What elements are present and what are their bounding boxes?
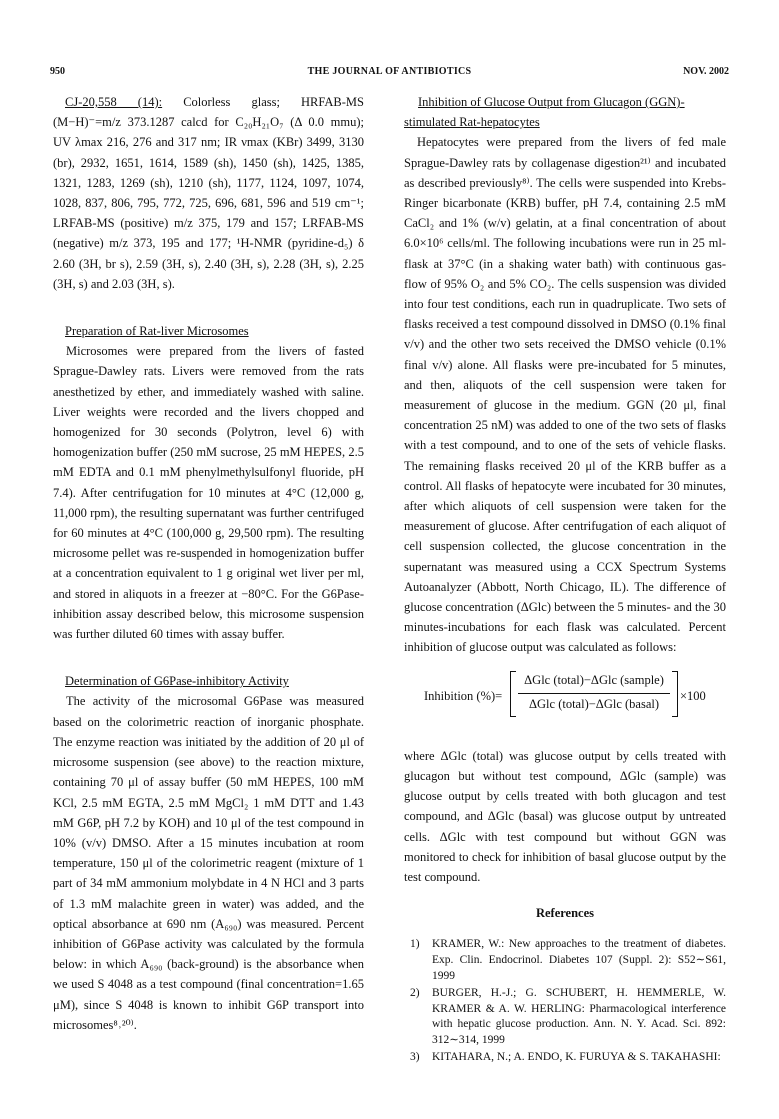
ggn-text: Hepatocytes were prepared from the livers of fed male Sprague-Dawley rats by collagenase digestion²¹⁾ and incubated as described previously⁸⁾. The cells were suspended into Krebs-Ringer bicarbonate (KRB) buffer, pH 7.4, containing 2.5 mM CaCl₂ and 1% (w/v) gelatin, at a final concentration of about 6.0×10⁶ cells/ml. The following incubations were run in 25 ml-flask at 37°C (in a shaking water bath) with continuous gas-flow of 95% O₂ and 5% CO₂. The cells suspension was divided into four test conditions, each run in quadruplicate. Two sets of flasks received a test compound dissolved in DMSO (0.1% final v/v) and the other two sets received the DMSO vehicle (0.1% final v/v) alone. All flasks were pre-incubated for 5 minutes, and then, aliquots of the cell suspension were taken for measurement of glucose in the medium. GGN (20 μl, final concentration 25 nM) was added to one of the two sets of flasks with a test compound, and to one of the sets of vehicle flasks. The remaining flasks received 20 μl of the KRB buffer as a control. All flasks of hepatocyte were incubated for 30 minutes, after which aliquots of cell suspension were taken for the measurement of glucose. After centrifugation of each aliquot of cell suspension collected, the glucose concentration in the supernatant was measured using a CCX Spectrum Systems Autoanalyzer (Abbott, North Chicago, IL). The difference of glucose concentration (ΔGlc) between the 5 minutes- and the 30 minutes-incubations for each flask was calculated. Percent inhibition of glucose output was calculated as follows: <box>404 135 726 655</box>
compound-line-4: (br), 2932, 1651, 1614, 1589 (sh), 1450 (sh), 1425, 1385, <box>53 155 364 170</box>
microsomes-heading: Preparation of Rat-liver Microsomes <box>65 324 249 339</box>
formula-lhs: Inhibition (%)= <box>424 688 503 703</box>
formula-numerator: ΔGlc (total)−ΔGlc (sample) <box>524 672 664 687</box>
reference-item <box>404 986 726 1048</box>
issue-date: NOV. 2002 <box>683 66 729 77</box>
ggn-heading-line-2: stimulated Rat-hepatocytes <box>404 115 540 130</box>
reference-text: KRAMER, W.: New approaches to the treatment of diabetes. Exp. Clin. Endocrinol. Diabetes 107 (Suppl. 2): S52∼S61, 1999 <box>432 938 726 982</box>
right-column <box>404 92 726 1068</box>
left-column <box>53 92 364 1035</box>
compound-line-3: UV λmax 216, 276 and 317 nm; IR νmax (KBr) 3499, 3130 <box>53 135 364 150</box>
formula-denominator: ΔGlc (total)−ΔGlc (basal) <box>528 696 660 711</box>
journal-title: THE JOURNAL OF ANTIBIOTICS <box>307 66 472 77</box>
running-header <box>50 66 729 80</box>
compound-line-5: 1321, 1283, 1269 (sh), 1210 (sh), 1177, 1124, 1097, 1074, <box>53 175 364 190</box>
reference-item <box>404 1050 726 1066</box>
formula-right-bracket <box>672 671 678 717</box>
compound-line-1 <box>53 92 364 112</box>
references-list <box>404 937 726 1066</box>
reference-text: KITAHARA, N.; A. ENDO, K. FURUYA & S. TAKAHASHI: <box>432 1051 721 1064</box>
ggn-heading-line-1: Inhibition of Glucose Output from Glucagon (GGN)- <box>418 95 685 109</box>
reference-number: 1) <box>410 938 420 951</box>
compound-line-6: 1028, 837, 806, 795, 772, 725, 696, 681, 596 and 519 cm⁻¹; <box>53 196 364 211</box>
formula-explanation: where ΔGlc (total) was glucose output by cells treated with glucagon but without test compound, ΔGlc (sample) was glucose output by cells treated with both glucagon and test compound, and ΔGlc (basal) was glucose output by untreated cells. ΔGlc with test compound but without GGN was monitored to check for inhibition of basal glucose output by the test compound. <box>404 748 726 884</box>
reference-item <box>404 937 726 984</box>
compound-label: CJ-20,558 (14): <box>65 95 163 109</box>
compound-desc: Colorless glass; HRFAB-MS <box>183 95 364 109</box>
compound-line-7: LRFAB-MS (positive) m/z 375, 179 and 157; LRFAB-MS <box>53 216 364 231</box>
compound-line-8: (negative) m/z 373, 195 and 177; ¹H-NMR (pyridine-d₅) δ <box>53 236 364 251</box>
page-number: 950 <box>50 66 65 77</box>
inhibition-formula <box>404 666 726 744</box>
compound-line-10: (3H, s) and 2.03 (3H, s). <box>53 276 175 291</box>
compound-data <box>53 92 364 294</box>
reference-text: BURGER, H.-J.; G. SCHUBERT, H. HEMMERLE, W. KRAMER & A. W. HERLING: Pharmacological interference with hepatic glucose production. Ann. N. Y. Acad. Sci. 892: 312∼314, 1999 <box>432 987 726 1046</box>
g6pase-heading: Determination of G6Pase-inhibitory Activity <box>65 674 289 689</box>
compound-line-2: (M−H)⁻=m/z 373.1287 calcd for C₂₀H₂₁O₇ (Δ 0.0 mmu); <box>53 115 364 130</box>
microsomes-text: Microsomes were prepared from the livers of fasted Sprague-Dawley rats. Livers were removed from the rats anesthetized by ether, and immediately washed with saline. Liver weights were recorded and the livers chopped and homogenized for 30 seconds (Polytron, level 6) with homogenization buffer (250 mM sucrose, 25 mM HEPES, 2.5 mM EDTA and 0.1 mM phenylmethylsulfonyl fluoride, pH 7.4). After centrifugation for 10 minutes at 4°C (12,000 g, 11,000 rpm), the resulting supernatant was further centrifuged for 60 minutes at 4°C (100,000 g, 29,500 rpm). The resulting microsome pellet was re-suspended in homogenization buffer at a concentration equivalent to 1 g original wet liver per ml, and stored in aliquots in a freezer at −80°C. For the G6Pase-inhibition assay described below, this microsome suspension was further diluted 60 times with assay buffer. <box>53 344 364 642</box>
reference-number: 2) <box>410 987 420 1000</box>
reference-number: 3) <box>410 1051 420 1064</box>
references-title: References <box>535 906 595 921</box>
compound-line-9: 2.60 (3H, br s), 2.59 (3H, s), 2.40 (3H, s), 2.28 (3H, s), 2.25 <box>53 256 364 271</box>
g6pase-text: The activity of the microsomal G6Pase was measured based on the colorimetric reaction of inorganic phosphate. The enzyme reaction was initiated by the addition of 20 μl of microsome suspension (see above) to the reaction mixture, containing 70 μl of assay buffer (50 mM HEPES, 100 mM KCl, 2.5 mM EGTA, 2.5 mM MgCl₂ 1 mM DTT and 1.43 mM G6P, pH 7.2 by KOH) and 10 μl of the test compound in 10% (v/v) DMSO. After a 15 minutes incubation at room temperature, 150 μl of the colorimetric reagent (mixture of 1 part of 34 mM ammonium molybdate in 4 N HCl and 3 parts of 1.3 mM malachite green in water) was added, and the optical absorbance at 690 nm (A₆₉₀) was measured. Percent inhibition of G6Pase activity was calculated by the formula below: in which A₆₉₀ (back-ground) is the absorbance when we used S 4048 as a test compound (final concentration=1.65 μM), since S 4048 is known to inhibit G6P transport into microsomes⁸˒²⁰⁾. <box>53 694 364 1032</box>
formula-multiplier: ×100 <box>680 688 706 703</box>
